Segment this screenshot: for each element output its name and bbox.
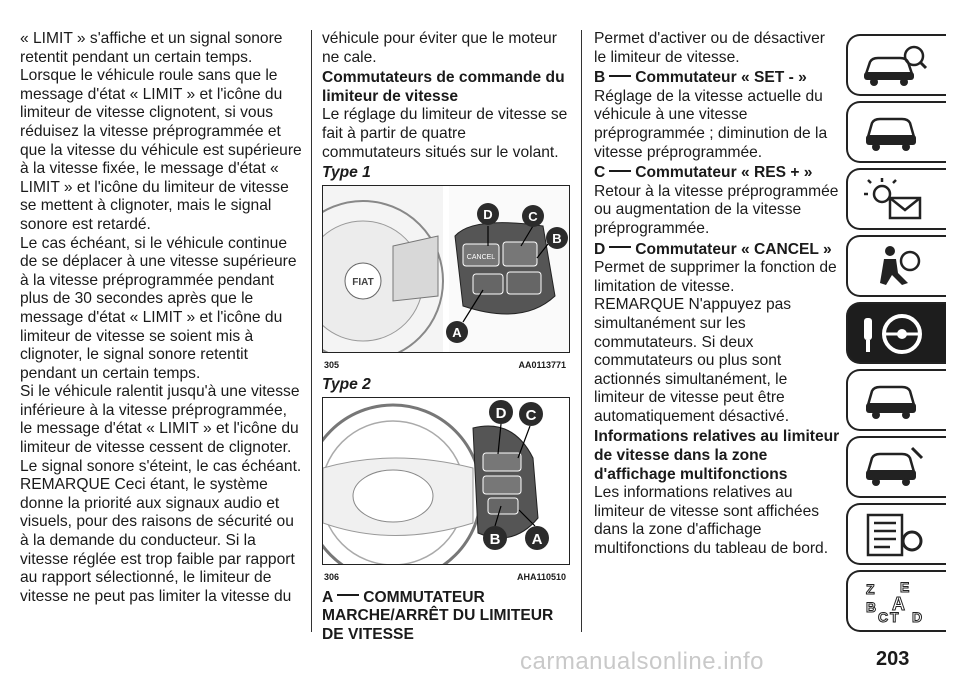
tab-airbag-safety[interactable] [846,235,946,297]
technical-data-icon [860,511,930,557]
figure-number: 306 [324,571,340,582]
svg-text:Z: Z [866,581,875,597]
car-dashboard-icon [860,109,930,155]
callout-b: B [489,530,501,548]
legend-letter: D [594,240,606,258]
figure-number: 305 [324,359,340,370]
callout-a: A [452,324,462,340]
warning-lights-icon [860,176,930,222]
callout-b: B [552,230,562,246]
callout-d: D [495,404,507,422]
car-maintenance-icon [860,444,930,490]
svg-text:A: A [892,594,905,614]
car-info-icon [860,42,930,88]
legend-dash [609,170,631,172]
legend-letter: A [322,588,334,606]
steering-logo-text: FIAT [352,276,374,288]
svg-text:B: B [866,599,877,615]
cancel-button-text: CANCEL [466,253,496,261]
paragraph: Lorsque le véhicule roule sans que le message d'état « LIMIT » et l'icône du limiteur de vitesse clignotent, si vous réduisez la vitesse préprogrammée et que la vitesse du véhicule est supérieure à la vitesse fixée, le message d'état « LIMIT » et l'icône du limiteur de vitesse se mettent à clignoter, mais le signal sonore est retardé. [20,67,302,233]
legend-text: COMMUTATEUR MARCHE/ARRÊT DU LIMITEUR DE VITESSE [322,588,554,643]
paragraph: Le cas échéant, si le véhicule continue de se déplacer à une vitesse supérieure à la vitesse préprogrammée pendant plus de 30 secondes après que le message d'état « LIMIT » et l'icône du limiteur de vitesse se soient mis à clignoter, le signal sonore retentit pendant un certain temps. [20,234,297,382]
text-column-1 [20,30,302,606]
legend-title: Commutateur « CANCEL » [635,240,832,258]
watermark: carmanualsonline.info [520,648,764,675]
tab-index[interactable] [846,570,946,632]
tab-maintenance[interactable] [846,436,946,498]
text-column-2 [322,30,568,644]
remark-paragraph: REMARQUE Ceci étant, le système donne la priorité aux signaux audio et visuels, pour des raisons de sécurité ou à la demande du conducteur. Si la vitesse réglée est trop faible par rapport au rapport sélectionné, le limiteur de vitesse ne peut pas limiter la vitesse du [20,476,295,605]
column-divider [581,30,582,632]
svg-text:T: T [890,609,899,624]
steering-switches-type2-illustration [323,398,569,564]
figure-type-1 [322,185,570,353]
tab-car-dashboard[interactable] [846,101,946,163]
paragraph: Si le véhicule ralentit jusqu'à une vitesse inférieure à la vitesse préprogrammée, le message d'état « LIMIT » et l'icône du limiteur de vitesse cessent de clignoter. Le signal sonore s'éteint, le cas échéant. [20,383,302,475]
index-letters-icon [860,578,930,624]
legend-dash [337,594,359,596]
figure-code: AHA110510 [516,571,566,582]
page-number: 203 [876,648,910,670]
legend-dash [609,246,631,248]
legend-b-heading [594,69,840,88]
legend-letter: C [594,164,606,182]
tab-warning-lights[interactable] [846,168,946,230]
tab-starting-driving[interactable] [846,302,946,364]
tab-emergency[interactable] [846,369,946,431]
airbag-safety-icon [860,243,930,289]
text-column-3 [594,30,840,559]
legend-title: Commutateur « RES + » [635,164,813,182]
paragraph: Les informations relatives au limiteur de vitesse sont affichées dans la zone d'affichage multifonctions du tableau de bord. [594,484,829,558]
callout-d: D [483,206,493,222]
tab-technical-data[interactable] [846,503,946,565]
remark-paragraph: REMARQUE N'appuyez pas simultanément sur les commutateurs. Si deux commutateurs ou plus sont actionnés simultanément, le limiteur de vitesse peut être automatiquement désactivé. [594,296,792,425]
column-divider [311,30,312,632]
figure-2-caption [322,568,568,587]
legend-d-heading [594,241,840,260]
figure-code: AA0113771 [518,359,566,370]
callout-c: C [525,406,537,424]
callout-a: A [531,530,543,548]
chapter-tabs [846,34,950,637]
figure-1-caption [322,356,568,375]
legend-c-heading [594,164,840,183]
legend-title: Commutateur « SET - » [635,69,807,87]
steering-wheel-key-icon [860,310,930,356]
svg-text:E: E [900,579,910,595]
paragraph: « LIMIT » s'affiche et un signal sonore retentit pendant un certain temps. [20,30,283,66]
car-emergency-icon [860,377,930,423]
paragraph: Réglage de la vitesse actuelle du véhicule à une vitesse préprogrammée ; diminution de la vitesse préprogrammée. [594,87,828,161]
paragraph: Permet d'activer ou de désactiver le limiteur de vitesse. [594,30,825,66]
paragraph: véhicule pour éviter que le moteur ne cale. [322,30,557,66]
steering-switches-type1-illustration [323,186,569,352]
svg-text:D: D [912,609,923,624]
section-heading: Commutateurs de commande du limiteur de vitesse [322,69,565,105]
paragraph: Le réglage du limiteur de vitesse se fait à partir de quatre commutateurs situés sur le volant. [322,106,568,161]
figure-2-label: Type 2 [322,376,371,394]
section-heading: Informations relatives au limiteur de vitesse dans la zone d'affichage multifonctions [594,428,840,483]
legend-dash [609,75,631,77]
figure-1-label: Type 1 [322,164,371,182]
callout-c: C [528,208,538,224]
paragraph: Retour à la vitesse préprogrammée ou augmentation de la vitesse préprogrammée. [594,182,839,237]
figure-type-2 [322,397,570,565]
tab-car-info[interactable] [846,34,946,96]
paragraph: Permet de supprimer la fonction de limitation de vitesse. [594,259,837,295]
legend-letter: B [594,69,606,87]
legend-a-heading [322,589,568,645]
svg-text:C: C [878,609,889,624]
